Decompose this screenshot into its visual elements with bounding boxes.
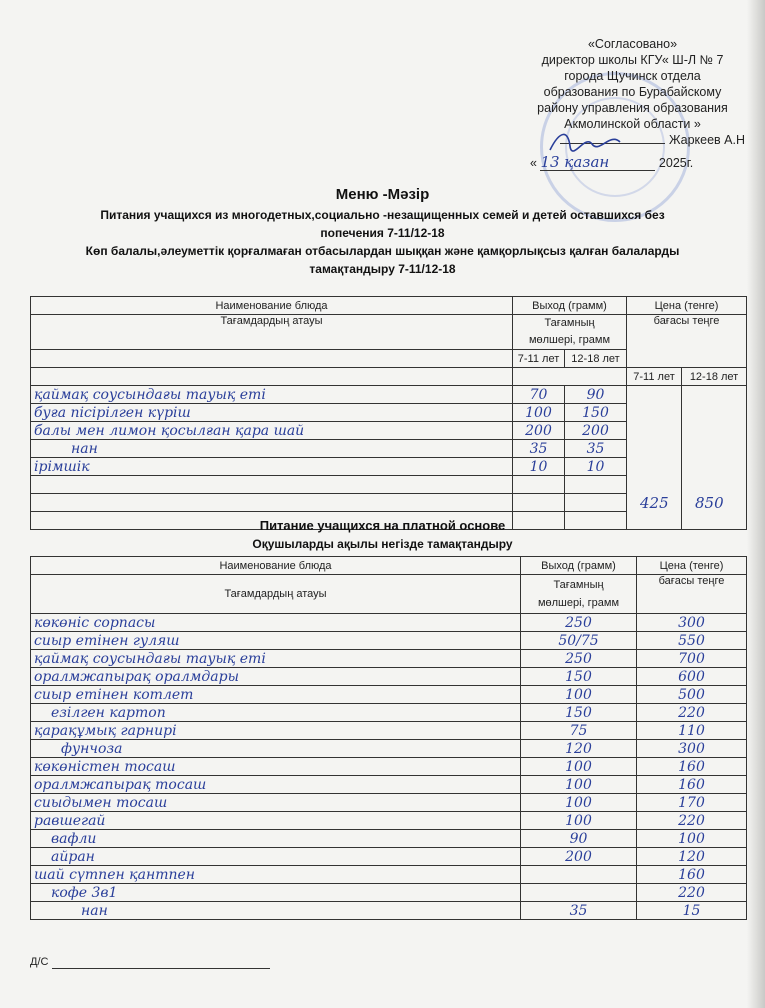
dish-name: оралмжапырақ оралмдары	[31, 668, 521, 686]
dish-name: көкөністен тосаш	[31, 758, 521, 776]
dish-grams-7-11: 10	[513, 458, 565, 476]
header-price-ru: Цена (тенге)	[637, 557, 747, 575]
dish-grams-12-18: 90	[565, 386, 627, 404]
dish-name: сиыр етінен гуляш	[31, 632, 521, 650]
dish-name: сиыр етінен котлет	[31, 686, 521, 704]
header-output-kz-2: мөлшері, грамм	[537, 597, 620, 609]
dish-name: сиыдымен тосаш	[31, 794, 521, 812]
dish-name: айран	[31, 848, 521, 866]
dish-name: ірімшік	[31, 458, 513, 476]
dish-price: 700	[637, 650, 747, 668]
dish-grams-7-11: 200	[513, 422, 565, 440]
page-title: Меню -Мәзір	[335, 186, 430, 203]
dish-grams: 150	[521, 704, 637, 722]
dish-name: қаймақ соусындағы тауық еті	[31, 650, 521, 668]
dish-grams-12-18: 200	[565, 422, 627, 440]
approval-line: «Согласовано»	[587, 37, 678, 51]
table-row	[31, 812, 747, 830]
section2-title-kz: Оқушыларды ақылы негізде тамақтандыру	[252, 537, 513, 551]
dish-price: 500	[637, 686, 747, 704]
dish-grams: 100	[521, 686, 637, 704]
signature-mark	[540, 128, 660, 156]
dish-price: 160	[637, 776, 747, 794]
approval-line: директор школы КГУ« Ш-Л № 7	[541, 53, 724, 67]
header-output-ru: Выход (грамм)	[513, 297, 627, 315]
header-name-ru: Наименование блюда	[31, 297, 513, 315]
dish-name: кофе 3в1	[31, 884, 521, 902]
dish-price: 100	[637, 830, 747, 848]
date-prefix: «	[530, 156, 537, 170]
dish-grams-12-18: 10	[565, 458, 627, 476]
dish-grams: 35	[521, 902, 637, 920]
empty-cell	[31, 494, 513, 512]
table-row	[31, 704, 747, 722]
dish-name: қаймақ соусындағы тауық еті	[31, 386, 513, 404]
ds-signature-line	[52, 968, 270, 969]
table-row	[31, 386, 747, 404]
date-suffix: 2025г.	[658, 156, 694, 170]
page-shadow	[747, 0, 765, 1008]
empty-cell	[565, 494, 627, 512]
dish-name: езілген картоп	[31, 704, 521, 722]
header-price-ru: Цена (тенге)	[627, 297, 747, 315]
dish-price: 550	[637, 632, 747, 650]
dish-price: 170	[637, 794, 747, 812]
age-7-11: 7-11 лет	[513, 350, 565, 368]
signer-name: Жаркеев А.Н	[668, 133, 745, 147]
dish-name: нан	[31, 902, 521, 920]
empty-cell	[565, 476, 627, 494]
approval-line: Акмолинской области »	[564, 117, 701, 131]
age-spacer	[31, 350, 513, 368]
dish-grams: 250	[521, 614, 637, 632]
dish-grams-12-18: 35	[565, 440, 627, 458]
header-output-kz-2: мөлшері, грамм	[528, 334, 611, 346]
header-price-kz: бағасы теңге	[627, 315, 747, 368]
dish-name: нан	[31, 440, 513, 458]
dish-name: вафли	[31, 830, 521, 848]
table-row	[31, 884, 747, 902]
table-row	[31, 650, 747, 668]
dish-grams	[521, 866, 637, 884]
subtitle-kz-2: тамақтандыру 7-11/12-18	[309, 262, 456, 276]
dish-name: көкөніс сорпасы	[31, 614, 521, 632]
dish-name: шай сүтпен қантпен	[31, 866, 521, 884]
dish-grams: 200	[521, 848, 637, 866]
header-output-kz-1: Тағамның	[544, 317, 595, 329]
dish-name: балы мен лимон қосылған қара шай	[31, 422, 513, 440]
header-name-kz: Тағамдардың атауы	[31, 315, 513, 350]
table-row	[31, 902, 747, 920]
header-output-ru: Выход (грамм)	[521, 557, 637, 575]
dish-grams: 75	[521, 722, 637, 740]
empty-cell	[513, 476, 565, 494]
table-row	[31, 722, 747, 740]
empty-cell	[513, 494, 565, 512]
dish-price: 110	[637, 722, 747, 740]
dish-price: 300	[637, 740, 747, 758]
dish-price: 15	[637, 902, 747, 920]
subtitle-ru: Питания учащихся из многодетных,социально -незащищенных семей и детей оставшихся без	[100, 208, 665, 222]
dish-grams: 120	[521, 740, 637, 758]
header-output-kz	[521, 575, 637, 614]
table-row	[31, 830, 747, 848]
dish-name: равшегай	[31, 812, 521, 830]
section2-title-ru: Питание учащихся на платной основе	[259, 518, 506, 533]
table-row	[31, 758, 747, 776]
table-row	[31, 686, 747, 704]
approval-line: города Щучинск отдела	[564, 69, 701, 83]
dish-grams: 100	[521, 758, 637, 776]
approval-line: району управления образования	[537, 101, 728, 115]
dish-grams: 250	[521, 650, 637, 668]
dish-grams: 150	[521, 668, 637, 686]
dish-grams-7-11: 70	[513, 386, 565, 404]
dish-grams-12-18: 150	[565, 404, 627, 422]
header-output-kz-1: Тағамның	[553, 579, 604, 591]
header-name-ru: Наименование блюда	[31, 557, 521, 575]
dish-price: 220	[637, 884, 747, 902]
ds-label: Д/С	[30, 956, 49, 968]
total-price-7-11: 425	[640, 494, 669, 512]
dish-price: 160	[637, 758, 747, 776]
subtitle-kz: Көп балалы,әлеуметтік қорғалмаған отбасылардан шыққан және қамқорлықсыз қалған балаларды	[85, 244, 680, 258]
dish-grams: 90	[521, 830, 637, 848]
header-output-kz	[513, 315, 627, 350]
menu-table-paid	[30, 556, 747, 920]
dish-name: оралмжапырақ тосаш	[31, 776, 521, 794]
dish-grams: 100	[521, 776, 637, 794]
dish-price: 300	[637, 614, 747, 632]
date-line	[520, 154, 745, 171]
table-row	[31, 632, 747, 650]
table-row	[31, 776, 747, 794]
subtitle-ru-2: попечения 7-11/12-18	[320, 226, 445, 240]
header-price-kz: бағасы теңге	[637, 575, 747, 614]
dish-grams	[521, 884, 637, 902]
dish-grams: 100	[521, 794, 637, 812]
dish-grams: 50/75	[521, 632, 637, 650]
dish-price: 220	[637, 704, 747, 722]
dish-name: фунчоза	[31, 740, 521, 758]
date-handwritten: 13 қазан	[540, 154, 655, 171]
empty-cell	[31, 476, 513, 494]
dish-grams-7-11: 35	[513, 440, 565, 458]
total-price-12-18: 850	[695, 494, 724, 512]
table-row	[31, 614, 747, 632]
header-name-kz: Тағамдардың атауы	[31, 575, 521, 614]
dish-price: 120	[637, 848, 747, 866]
dish-price: 220	[637, 812, 747, 830]
price-age-7-11: 7-11 лет	[627, 368, 682, 386]
dish-grams-7-11: 100	[513, 404, 565, 422]
age-spacer	[513, 368, 627, 386]
price-age-12-18: 12-18 лет	[682, 368, 747, 386]
dish-grams: 100	[521, 812, 637, 830]
approval-line: образования по Бурабайскому	[543, 85, 722, 99]
dish-name: буға пісірілген күріш	[31, 404, 513, 422]
age-12-18: 12-18 лет	[565, 350, 627, 368]
table-row	[31, 866, 747, 884]
table-row	[31, 794, 747, 812]
dish-name: қарақұмық гарнирі	[31, 722, 521, 740]
dish-price: 600	[637, 668, 747, 686]
table-row	[31, 740, 747, 758]
table-row	[31, 668, 747, 686]
dish-price: 160	[637, 866, 747, 884]
age-spacer	[31, 368, 513, 386]
table-row	[31, 848, 747, 866]
